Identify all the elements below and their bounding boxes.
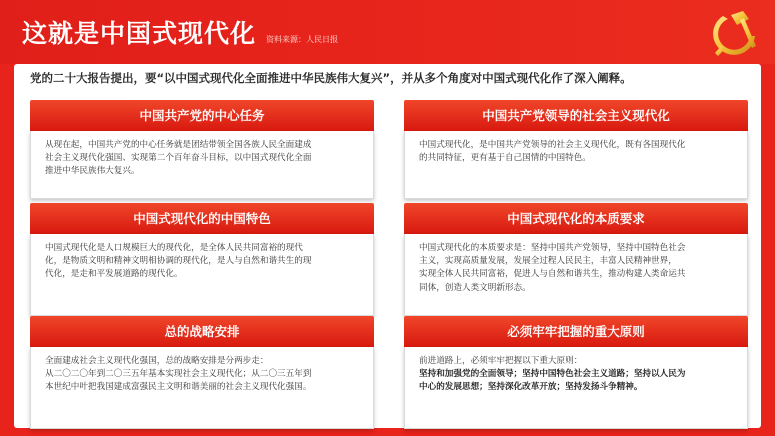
card-line: 社会主义现代化强国、实现第二个百年奋斗目标，以中国式现代化全面: [45, 153, 312, 164]
intro-text: 党的二十大报告提出，要“以中国式现代化全面推进中华民族伟大复兴”，并从多个角度对中国式现代化作了深入阐释。: [30, 71, 632, 85]
header-bar: [0, 0, 775, 64]
card-chinese-characteristics: [30, 203, 374, 316]
card-bold-line: 中心的发展思想；坚持深化改革开放；坚持发扬斗争精神。: [419, 382, 643, 393]
card-body: [30, 234, 374, 316]
source-note: 资料来源：人民日报: [266, 35, 338, 44]
card-bold-line: 坚持和加强党的全面领导；坚持中国特色社会主义道路；坚持以人民为: [419, 369, 686, 380]
card-strategic-plan: [30, 316, 374, 429]
card-title: 中国共产党的中心任务: [30, 100, 374, 131]
card-title: 中国式现代化的本质要求: [404, 203, 748, 234]
card-line: 从现在起，中国共产党的中心任务就是团结带领全国各族人民全面建成: [45, 140, 312, 150]
card-line: 同体，创造人类文明新形态。: [419, 282, 531, 293]
card-title: 中国式现代化的中国特色: [30, 203, 374, 234]
card-line: 中国式现代化，是中国共产党领导的社会主义现代化，既有各国现代化: [419, 140, 686, 150]
card-line: 前进道路上，必须牢牢把握以下重大原则：: [419, 356, 583, 366]
page-title: 这就是中国式现代化: [22, 19, 257, 48]
card-major-principles: [404, 316, 748, 429]
card-line: 主义，实现高质量发展，发展全过程人民民主，丰富人民精神世界，: [419, 256, 677, 267]
card-body: [404, 347, 748, 429]
card-line: 实现全体人民共同富裕，促进人与自然和谐共生，推动构建人类命运共: [419, 269, 686, 280]
card-line: 代化，是走和平发展道路的现代化。: [45, 269, 183, 280]
card-body: [30, 131, 374, 199]
card-line: 本世纪中叶把我国建成富强民主文明和谐美丽的社会主义现代化强国。: [45, 382, 312, 393]
card-line: 从二〇二〇年到二〇三五年基本实现社会主义现代化；从二〇三五年到: [45, 369, 312, 380]
card-body: [404, 234, 748, 316]
card-essential-requirements: [404, 203, 748, 316]
card-title: 必须牢牢把握的重大原则: [404, 316, 748, 347]
card-body: [404, 131, 748, 199]
card-line: 化，是物质文明和精神文明相协调的现代化，是人与自然和谐共生的现: [45, 256, 312, 267]
card-body: [30, 347, 374, 429]
card-line: 中国式现代化是人口规模巨大的现代化，是全体人民共同富裕的现代: [45, 243, 303, 253]
card-line: 的共同特征，更有基于自己国情的中国特色。: [419, 153, 591, 164]
card-line: 中国式现代化的本质要求是：坚持中国共产党领导，坚持中国特色社会: [419, 243, 686, 253]
card-central-task: [30, 100, 374, 199]
card-line: 推进中华民族伟大复兴。: [45, 166, 140, 177]
card-socialist-modernization: [404, 100, 748, 199]
card-title: 中国共产党领导的社会主义现代化: [404, 100, 748, 131]
card-line: 全面建成社会主义现代化强国，总的战略安排是分两步走：: [45, 356, 269, 366]
card-title: 总的战略安排: [30, 316, 374, 347]
party-emblem-icon: [709, 6, 763, 60]
